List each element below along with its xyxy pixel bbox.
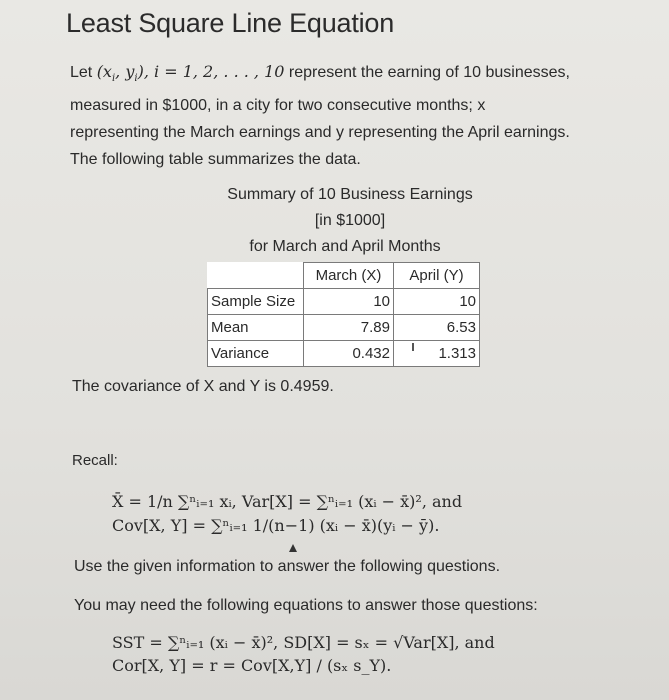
stray-mark bbox=[412, 343, 414, 351]
intro-line-2: measured in $1000, in a city for two consecutive months; x bbox=[70, 97, 486, 115]
table-header-march: March (X) bbox=[304, 263, 394, 289]
table-caption-line-1: Summary of 10 Business Earnings bbox=[227, 186, 473, 203]
equation-covariance: Cov[X, Y] = ∑ⁿᵢ₌₁ 1/(n−1) (xᵢ − x̄)(yᵢ − ȳ). bbox=[112, 516, 440, 535]
table-row bbox=[208, 315, 480, 341]
table-header-april: April (Y) bbox=[394, 263, 480, 289]
equation-mean-variance: X̄ = 1/n ∑ⁿᵢ₌₁ xᵢ, Var[X] = ∑ⁿᵢ₌₁ (xᵢ − x̄)², and bbox=[112, 492, 463, 511]
cell-april-variance: 1.313 bbox=[394, 341, 480, 367]
instruction-line-1: Use the given information to answer the following questions. bbox=[74, 558, 501, 575]
intro-paragraph bbox=[70, 58, 650, 173]
row-label-sample-size: Sample Size bbox=[208, 289, 304, 315]
row-label-variance: Variance bbox=[208, 341, 304, 367]
summary-table bbox=[207, 262, 480, 367]
intro-line-1: Let ($x_i$, $y_i$), i = 1, 2, . . . , 10 represent the earning of 10 businesses, bbox=[70, 62, 570, 85]
cell-april-sample-size: 10 bbox=[394, 289, 480, 315]
index-notation: ($x_i$, $y_i$), i = 1, 2, . . . , 10 bbox=[96, 62, 285, 85]
row-label-mean: Mean bbox=[208, 315, 304, 341]
intro-line-3: representing the March earnings and y representing the April earnings. bbox=[70, 124, 570, 142]
recall-label: Recall: bbox=[72, 452, 118, 469]
cell-march-mean: 7.89 bbox=[304, 315, 394, 341]
equation-sst-sd: SST = ∑ⁿᵢ₌₁ (xᵢ − x̄)², SD[X] = sₓ = √Var[X], and bbox=[112, 633, 495, 652]
table-header-row bbox=[208, 263, 480, 289]
covariance-statement: The covariance of X and Y is 0.4959. bbox=[72, 378, 334, 395]
cell-march-variance: 0.432 bbox=[304, 341, 394, 367]
table-header-blank bbox=[208, 263, 304, 289]
table-row bbox=[208, 289, 480, 315]
mouse-cursor-icon bbox=[289, 544, 297, 552]
table-caption-line-2: [in $1000] bbox=[314, 212, 386, 229]
table-caption-line-3: for March and April Months bbox=[249, 238, 441, 255]
table-row bbox=[208, 341, 480, 367]
equation-correlation: Cor[X, Y] = r = Cov[X,Y] / (sₓ s_Y). bbox=[112, 656, 392, 675]
cell-march-sample-size: 10 bbox=[304, 289, 394, 315]
cell-april-mean: 6.53 bbox=[394, 315, 480, 341]
intro-line-4: The following table summarizes the data. bbox=[70, 151, 361, 169]
instruction-line-2: You may need the following equations to answer those questions: bbox=[74, 597, 538, 614]
page-title: Least Square Line Equation bbox=[66, 8, 395, 38]
